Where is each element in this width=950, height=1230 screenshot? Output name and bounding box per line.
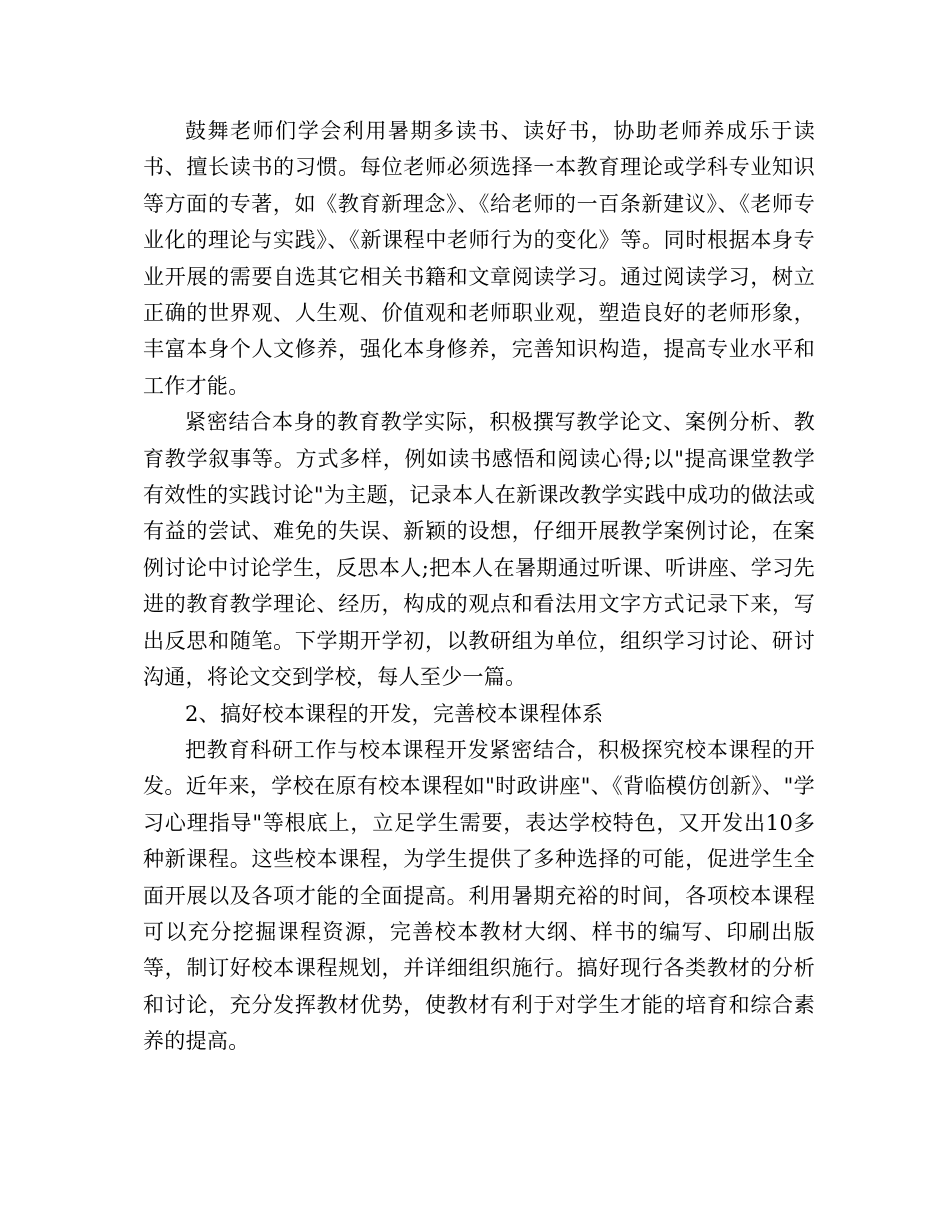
document-body bbox=[143, 113, 815, 1060]
paragraph-reading-study: 鼓舞老师们学会利用暑期多读书、读好书，协助老师养成乐于读书、擅长读书的习惯。每位老师必须选择一本教育理论或学科专业知识等方面的专著，如《教育新理念》、《给老师的一百条新建议》、《老师专业化的理论与实践》、《新课程中老师行为的变化》等。同时根据本身专业开展的需要自选其它相关书籍和文章阅读学习。通过阅读学习，树立正确的世界观、人生观、价值观和老师职业观，塑造良好的老师形象，丰富本身个人文修养，强化本身修养，完善知识构造，提高专业水平和工作才能。 bbox=[143, 119, 815, 398]
section-heading-school-curriculum: 2、搞好校本课程的开发，完善校本课程体系 bbox=[185, 701, 604, 726]
paragraph-writing-papers: 紧密结合本身的教育教学实际，积极撰写教学论文、案例分析、教育教学叙事等。方式多样，例如读书感悟和阅读心得;以"提高课堂教学有效性的实践讨论"为主题，记录本人在新课改教学实践中成功的做法或有益的尝试、难免的失误、新颖的设想，仔细开展教学案例讨论，在案例讨论中讨论学生，反思本人;把本人在暑期通过听课、听讲座、学习先进的教育教学理论、经历，构成的观点和看法用文字方式记录下来，写出反思和随笔。下学期开学初，以教研组为单位，组织学习讨论、研讨沟通，将论文交到学校，每人至少一篇。 bbox=[143, 410, 815, 690]
paragraph-school-curriculum: 把教育科研工作与校本课程开发紧密结合，积极探究校本课程的开发。近年来，学校在原有校本课程如"时政讲座"、《背临模仿创新》、"学习心理指导"等根底上，立足学生需要，表达学校特色，又开发出10多种新课程。这些校本课程，为学生提供了多种选择的可能，促进学生全面开展以及各项才能的全面提高。利用暑期充裕的时间，各项校本课程可以充分挖掘课程资源，完善校本教材大纲、样书的编写、印刷出版等，制订好校本课程规划，并详细组织施行。搞好现行各类教材的分析和讨论，充分发挥教材优势，使教材有利于对学生才能的培育和综合素养的提高。 bbox=[143, 737, 815, 1054]
